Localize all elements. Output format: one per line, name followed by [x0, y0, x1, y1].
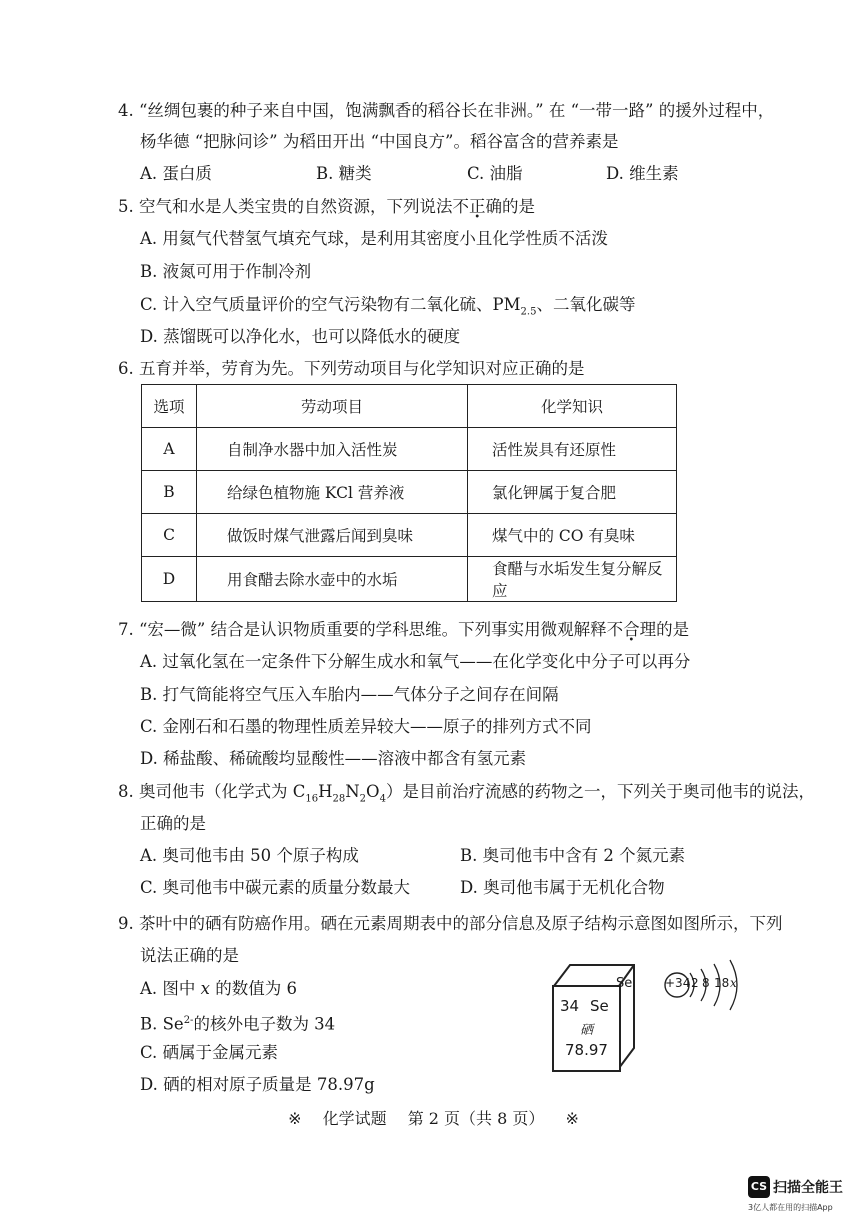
table-cell: B: [142, 471, 197, 514]
q8-stem-before: 8. 奥司他韦（化学式为 C: [118, 782, 306, 801]
electron-shells: [638, 956, 758, 1026]
table-header-row: [142, 385, 677, 428]
table-header: 劳动项目: [197, 385, 468, 428]
footer-mark: ※: [565, 1109, 579, 1128]
q6-table: [141, 384, 677, 602]
shell-1-count: 2: [691, 976, 699, 990]
table-cell: A: [142, 428, 197, 471]
table-cell: D: [142, 557, 197, 602]
q8-o: O: [366, 782, 380, 801]
scanner-logo-icon: CS: [748, 1176, 770, 1198]
q5-stem-before: 5. 空气和水是人类宝贵的自然资源，下列说法: [118, 197, 453, 216]
q8-option-d: D. 奥司他韦属于无机化合物: [460, 878, 665, 897]
table-row: [142, 428, 677, 471]
page-footer: [0, 1106, 867, 1129]
q4-option-d: D. 维生素: [606, 164, 679, 183]
q5-stem-emphasis: 不正确: [452, 197, 502, 216]
q7-option-d: D. 稀盐酸、稀硫酸均显酸性——溶液中都含有氢元素: [140, 749, 527, 768]
q5-option-a: A. 用氦气代替氢气填充气球，是利用其密度小且化学性质不活泼: [140, 229, 608, 248]
q8-stem-after: ）是目前治疗流感的药物之一，下列关于奥司他韦的说法，: [385, 782, 815, 801]
element-symbol: Se: [590, 997, 609, 1015]
q8-stem: [118, 781, 815, 810]
q8-option-a: A. 奥司他韦由 50 个原子构成: [140, 846, 359, 865]
table-cell: 给绿色植物施 KCl 营养液: [197, 471, 468, 514]
q9-option-c: C. 硒属于金属元素: [140, 1043, 279, 1062]
q9-option-a-var: x: [200, 979, 210, 998]
shell-4-count: x: [730, 976, 737, 990]
element-name: 硒: [579, 1023, 593, 1038]
q9-stem-line1: 9. 茶叶中的硒有防癌作用。硒在元素周期表中的部分信息及原子结构示意图如图所示，下列: [118, 914, 783, 933]
table-cell: 煤气中的 CO 有臭味: [468, 514, 677, 557]
q8-sub-n: 2: [359, 793, 367, 805]
table-cell: 做饭时煤气泄露后闻到臭味: [197, 514, 468, 557]
q9-option-a-after: 的数值为 6: [209, 979, 297, 998]
element-tile: [552, 985, 621, 1072]
q4-option-b: B. 糖类: [316, 164, 372, 183]
table-cell: 自制净水器中加入活性炭: [197, 428, 468, 471]
q8-sub-o: 4: [379, 793, 386, 805]
q9-stem-line2: 说法正确的是: [140, 946, 239, 965]
q5-option-c-text: C. 计入空气质量评价的空气污染物有二氧化硫、PM: [140, 295, 521, 314]
q5-option-c-tail: 、二氧化碳等: [536, 295, 636, 314]
q8-option-c: C. 奥司他韦中碳元素的质量分数最大: [140, 878, 411, 897]
q9-option-a-before: A. 图中: [140, 979, 201, 998]
q5-option-b: B. 液氮可用于作制冷剂: [140, 262, 312, 281]
scanner-tagline: 3亿人都在用的扫描App: [748, 1203, 833, 1212]
q7-option-c: C. 金刚石和石墨的物理性质差异较大——原子的排列方式不同: [140, 717, 592, 736]
table-row: [142, 557, 677, 602]
q9-option-a: [140, 978, 297, 1000]
atom-nucleus: +34: [665, 976, 691, 990]
table-header: 化学知识: [468, 385, 677, 428]
q8-stem-line2: 正确的是: [140, 814, 206, 833]
atom-symbol: Se: [616, 976, 633, 991]
q5-stem: [118, 196, 535, 218]
table-cell: 活性炭具有还原性: [468, 428, 677, 471]
q5-option-c: [140, 294, 635, 323]
footer-page: 第 2 页（共 8 页）: [407, 1109, 545, 1128]
q8-sub-c: 16: [305, 793, 319, 805]
q9-option-b: [140, 1010, 335, 1036]
scanner-name: 扫描全能王: [773, 1180, 843, 1196]
q7-option-a: A. 过氧化氢在一定条件下分解生成水和氧气——在化学变化中分子可以再分: [140, 652, 691, 671]
q9-option-b-before: B. Se: [140, 1014, 184, 1034]
table-header: 选项: [142, 385, 197, 428]
atom-diagram: [616, 956, 758, 1026]
table-cell: C: [142, 514, 197, 557]
q9-option-d: D. 硒的相对原子质量是 78.97g: [140, 1075, 375, 1094]
q6-stem: 6. 五育并举，劳育为先。下列劳动项目与化学知识对应正确的是: [118, 359, 585, 378]
q5-option-c-sub: 2.5: [520, 306, 537, 318]
shell-3-count: 18: [714, 976, 730, 990]
q7-stem-before: 7. “宏—微” 结合是认识物质重要的学科思维。下列事实用微观解释: [118, 620, 607, 639]
q8-sub-h: 28: [332, 793, 346, 805]
q5-option-d: D. 蒸馏既可以净化水，也可以降低水的硬度: [140, 327, 461, 346]
element-mass: 78.97: [565, 1041, 608, 1059]
q4-stem-line1: 4. “丝绸包裹的种子来自中国，饱满飘香的稻谷长在非洲。” 在 “一带一路” 的援外过程中，: [118, 101, 775, 120]
table-row: [142, 514, 677, 557]
q7-stem-emphasis: 不合理: [606, 620, 657, 639]
q4-stem-line2: 杨华德 “把脉问诊” 为稻田开出 “中国良方”。稻谷富含的营养素是: [140, 132, 619, 151]
q8-h: H: [318, 782, 333, 801]
q9-option-b-after: 的核外电子数为 34: [193, 1014, 336, 1034]
table-cell: 氯化钾属于复合肥: [468, 471, 677, 514]
q4-option-c: C. 油脂: [467, 164, 523, 183]
q4-option-a: A. 蛋白质: [140, 164, 212, 183]
q8-n: N: [345, 782, 360, 801]
table-cell: 用食醋去除水壶中的水垢: [197, 557, 468, 602]
shell-2-count: 8: [702, 976, 710, 990]
q5-stem-after: 的是: [502, 197, 535, 216]
q7-stem-after: 的是: [656, 620, 690, 639]
footer-mark: ※: [288, 1109, 302, 1128]
q9-option-b-sup: 2-: [183, 1015, 194, 1026]
q7-option-b: B. 打气筒能将空气压入车胎内——气体分子之间存在间隔: [140, 685, 559, 704]
table-cell: 食醋与水垢发生复分解反应: [468, 557, 677, 602]
table-row: [142, 471, 677, 514]
q7-stem: [118, 619, 689, 641]
q8-option-b: B. 奥司他韦中含有 2 个氮元素: [460, 846, 686, 865]
element-number: 34: [560, 997, 580, 1015]
footer-subject: 化学试题: [322, 1109, 387, 1128]
